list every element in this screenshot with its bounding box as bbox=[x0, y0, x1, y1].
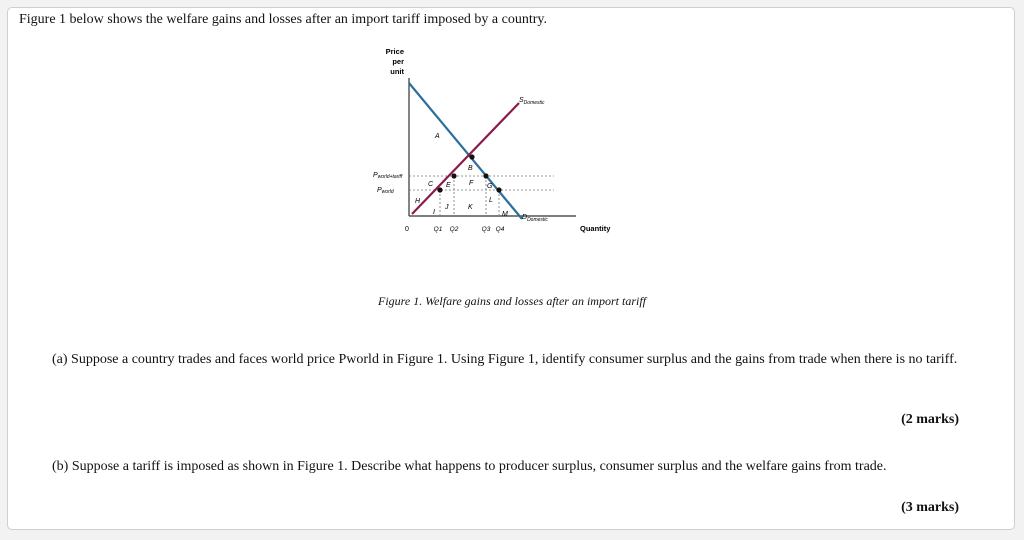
point-q2 bbox=[451, 173, 456, 178]
figure-1 bbox=[364, 38, 624, 238]
figure-caption: Figure 1. Welfare gains and losses after an import tariff bbox=[377, 294, 646, 308]
area-l: L bbox=[489, 197, 493, 204]
point-q1 bbox=[437, 187, 442, 192]
supply-label: $S_{Domestic}$ bbox=[519, 97, 545, 106]
area-j: J bbox=[445, 204, 449, 211]
price-tariff-label: Pworld+tariff bbox=[373, 172, 403, 180]
question-a: (a) Suppose a country trades and faces world price Pworld in Figure 1. Using Figure 1, identify consumer surplus and the gains from trade when there is no tariff. bbox=[52, 352, 958, 367]
area-i: I bbox=[433, 209, 435, 216]
area-h: H bbox=[415, 198, 421, 205]
area-g: G bbox=[487, 183, 493, 190]
area-f: F bbox=[469, 180, 474, 187]
point-q4 bbox=[496, 187, 501, 192]
y-axis-label-1: Price bbox=[385, 47, 404, 56]
intro-text: Figure 1 below shows the welfare gains and losses after an import tariff imposed by a country. bbox=[19, 12, 547, 27]
q3-label: Q3 bbox=[481, 226, 491, 233]
origin-label: 0 bbox=[405, 226, 409, 233]
q4-label: Q4 bbox=[495, 226, 505, 233]
area-a: A bbox=[435, 133, 440, 140]
y-axis-label-2: per bbox=[392, 57, 404, 66]
area-c: C bbox=[428, 181, 434, 188]
point-equilibrium bbox=[469, 154, 474, 159]
q1-label: Q1 bbox=[433, 226, 443, 233]
y-axis-label-3: unit bbox=[390, 67, 404, 76]
x-axis-label: Quantity bbox=[580, 224, 611, 233]
demand-label: $D_{Domestic}$ bbox=[522, 214, 548, 223]
area-k: K bbox=[468, 204, 473, 211]
question-card bbox=[7, 7, 1015, 530]
question-b: (b) Suppose a tariff is imposed as shown in Figure 1. Describe what happens to producer surplus, consumer surplus and the welfare gains from trade. bbox=[52, 459, 887, 474]
price-world-label: Pworld bbox=[377, 187, 394, 195]
q2-label: Q2 bbox=[449, 226, 459, 233]
area-b: B bbox=[468, 165, 473, 172]
marks-a: (2 marks) bbox=[901, 412, 959, 427]
area-m: M bbox=[502, 211, 508, 218]
area-e: E bbox=[446, 182, 451, 189]
marks-b: (3 marks) bbox=[901, 500, 959, 515]
point-q3 bbox=[483, 173, 488, 178]
welfare-diagram bbox=[364, 38, 624, 238]
